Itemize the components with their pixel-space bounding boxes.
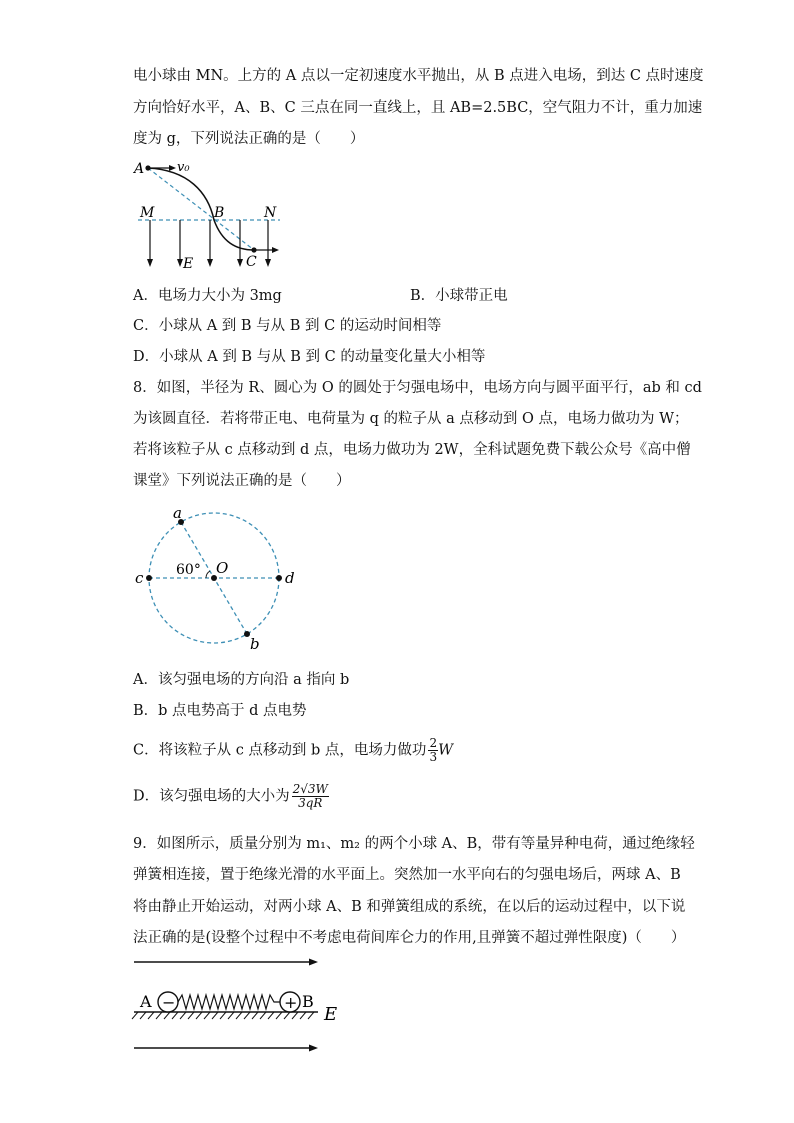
q9-line-4: 法正确的是(设整个过程中不考虑电荷间库仑力的作用,且弹簧不超过弹性限度)（ ） <box>133 930 686 946</box>
label-c: c <box>135 569 144 587</box>
label-a: A <box>134 161 145 177</box>
point-d-dot <box>276 575 282 581</box>
q7-figure <box>128 152 298 277</box>
q7-line-2: 方向恰好水平，A、B、C 三点在同一直线上，且 AB=2.5BC，空气阻力不计，重力加速 <box>133 100 703 116</box>
angle-arc <box>206 571 210 578</box>
v0-arrow-icon <box>169 165 176 171</box>
label-a: a <box>173 504 182 522</box>
ground-hatching <box>132 1012 314 1019</box>
q8-option-c-text: C．将该粒子从 c 点移动到 b 点，电场力做功 <box>133 742 427 759</box>
fraction-denominator: 3 <box>429 750 438 764</box>
point-c <box>251 247 256 252</box>
q8-option-b: B．b 点电势高于 d 点电势 <box>133 703 307 719</box>
q9-figure <box>128 952 358 1062</box>
fraction-denominator: 3qR <box>298 796 323 810</box>
q7-line-1: 电小球由 MN。上方的 A 点以一定初速度水平抛出，从 B 点进入电场，到达 C 点时速度 <box>133 68 704 84</box>
q8-line-4: 课堂》下列说法正确的是（ ） <box>133 473 351 489</box>
label-d: d <box>285 569 295 587</box>
spring-icon <box>178 995 280 1009</box>
fraction-numerator: 2 <box>429 736 438 750</box>
q7-option-b: B．小球带正电 <box>410 288 508 304</box>
q8-option-a: A．该匀强电场的方向沿 a 指向 b <box>133 672 350 688</box>
label-b: b <box>250 635 260 653</box>
minus-sign-icon: − <box>162 993 176 1012</box>
fraction-numerator: 2√3W <box>292 782 328 796</box>
label-c: C <box>246 254 257 270</box>
q8-option-d <box>133 783 329 810</box>
label-ball-a: A <box>140 992 152 1011</box>
q8-option-d-fraction <box>292 783 329 810</box>
q7-option-d: D．小球从 A 到 B 与从 B 到 C 的动量变化量大小相等 <box>133 349 486 365</box>
q9-line-3: 将由静止开始运动，对两小球 A、B 和弹簧组成的系统，在以后的运动过程中，以下说 <box>133 899 686 915</box>
q9-line-2: 弹簧相连接，置于绝缘光滑的水平面上。突然加一水平向右的匀强电场后，两球 A、B <box>133 867 681 883</box>
point-c-dot <box>146 575 152 581</box>
label-n: N <box>264 205 277 221</box>
label-v0: v₀ <box>177 160 190 175</box>
point-a <box>145 165 150 170</box>
q8-option-c-fraction <box>428 737 438 764</box>
label-e: E <box>324 1004 338 1025</box>
q8-option-c <box>133 737 453 764</box>
label-angle: 60° <box>176 562 201 578</box>
q8-line-2: 为该圆直径．若将带正电、电荷量为 q 的粒子从 a 点移动到 O 点，电场力做功为 W； <box>133 411 689 427</box>
c-velocity-arrow-icon <box>272 247 279 253</box>
q7-option-a: A．电场力大小为 3mg <box>133 288 282 304</box>
q8-option-c-unit: W <box>438 742 453 759</box>
abc-straight-line <box>148 168 254 250</box>
label-o: O <box>216 559 229 577</box>
arrow-right-icon <box>309 1045 318 1052</box>
q7-option-c: C．小球从 A 到 B 与从 B 到 C 的运动时间相等 <box>133 318 442 334</box>
label-ball-b: B <box>302 992 314 1011</box>
q8-option-d-text: D．该匀强电场的大小为 <box>133 788 290 805</box>
q8-figure <box>130 500 310 660</box>
label-m: M <box>140 205 155 221</box>
label-e: E <box>183 256 194 272</box>
label-b: B <box>214 205 225 221</box>
arrow-right-icon <box>309 959 318 966</box>
q8-line-3: 若将该粒子从 c 点移动到 d 点，电场力做功为 2W，全科试题免费下载公众号《高中僧 <box>133 442 691 458</box>
q9-line-1: 9．如图所示，质量分别为 m₁、m₂ 的两个小球 A、B，带有等量异种电荷，通过绝缘轻 <box>133 836 695 852</box>
q8-line-1: 8．如图，半径为 R、圆心为 O 的圆处于匀强电场中，电场方向与圆平面平行，ab 和 cd <box>133 380 702 396</box>
q7-line-3: 度为 g，下列说法正确的是（ ） <box>133 131 365 147</box>
plus-sign-icon: + <box>284 993 298 1012</box>
